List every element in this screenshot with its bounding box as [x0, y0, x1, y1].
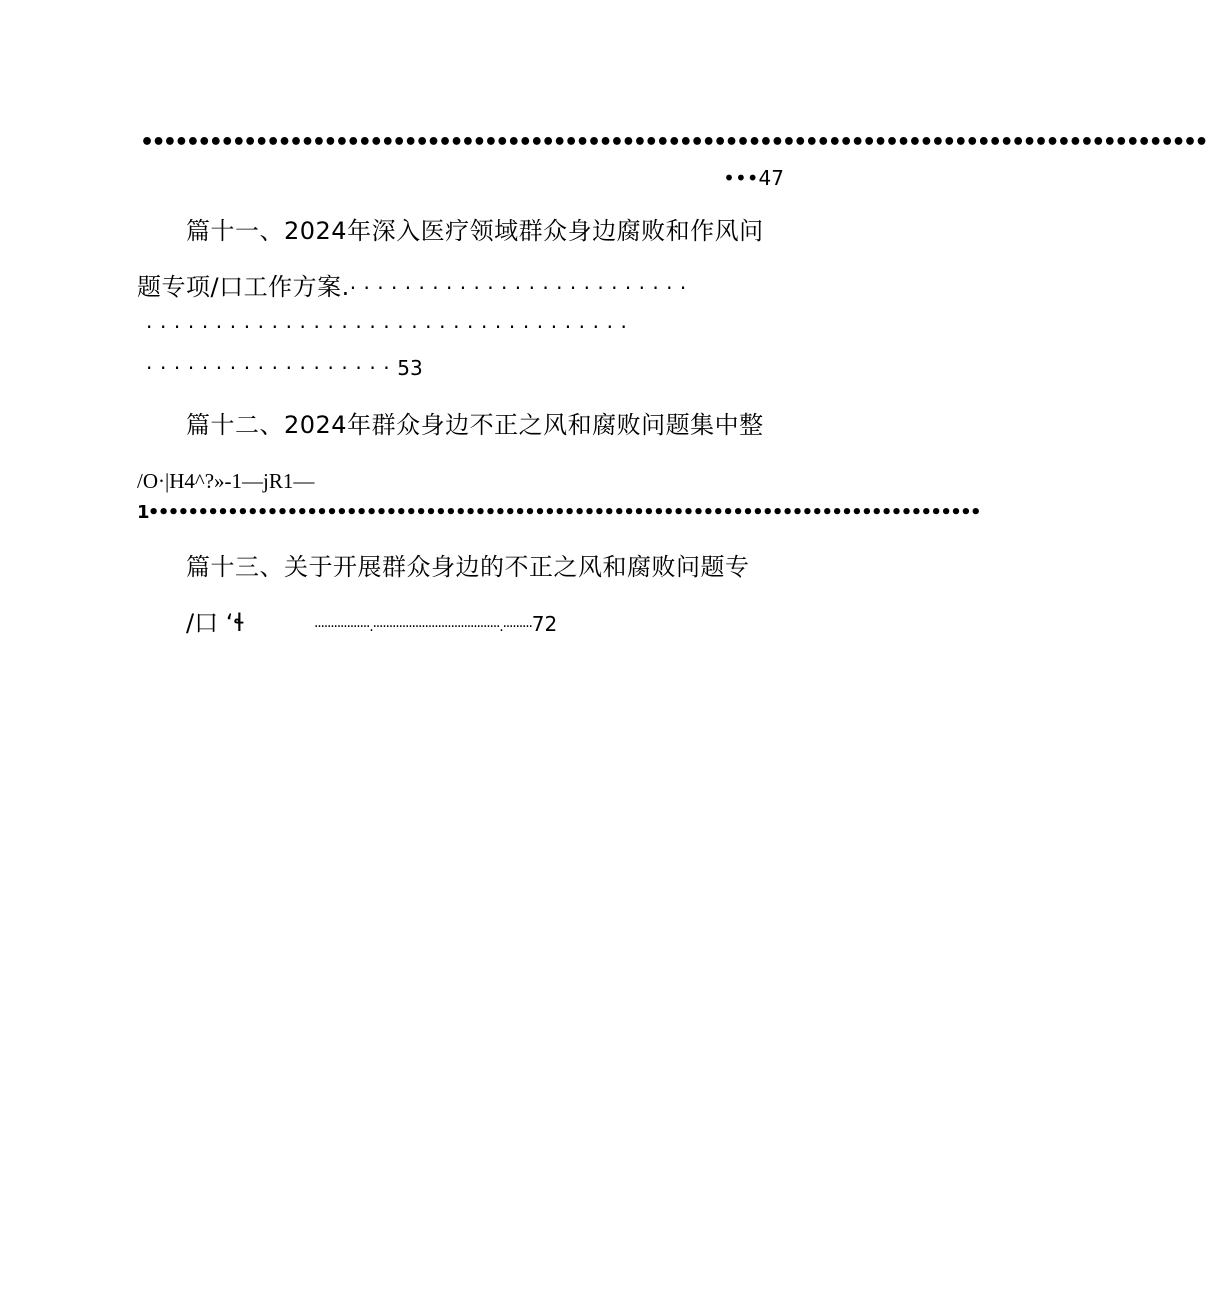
- toc-page-number: 72: [531, 612, 558, 636]
- toc-entry-title: 篇十一、2024年深入医疗领域群众身边腐败和作风问: [186, 217, 764, 245]
- toc-entry-title: 篇十三、关于开展群众身边的不正之风和腐败问题专: [186, 553, 750, 581]
- toc-page-number: •••47: [723, 166, 784, 190]
- toc-leader-dots: •••••••••••••••••••••••••••••••••••••••••••••••••••••••••••••••••••••••••••••••••••••••••••••: [140, 130, 1206, 155]
- toc-entry-title: 篇十二、2024年群众身边不正之风和腐败问题集中整: [186, 411, 764, 439]
- toc-page-number: 53: [397, 356, 423, 380]
- toc-entry-title-continued: /口 ‘ɬ: [186, 609, 246, 637]
- toc-entry-text: 题专项/口工作方案.: [137, 273, 350, 301]
- toc-entry-garbled-text: /O·|H4^?»-1—jR1—: [137, 469, 315, 493]
- toc-leader-line: [146, 354, 423, 382]
- toc-leader-dots: ·························: [349, 276, 694, 300]
- toc-leader-dots: ···································: [146, 315, 635, 339]
- toc-leader-dots: ··················: [146, 356, 398, 380]
- toc-leader-line: [314, 610, 557, 641]
- toc-leader-dots: ·················.·······································.·········: [314, 619, 532, 635]
- toc-leader-dots: 1••••••••••••••••••••••••••••••••••••••••••••••••••••••••••••••••••••••••••••••••••••: [137, 502, 980, 523]
- toc-entry-title-continued: [137, 270, 777, 305]
